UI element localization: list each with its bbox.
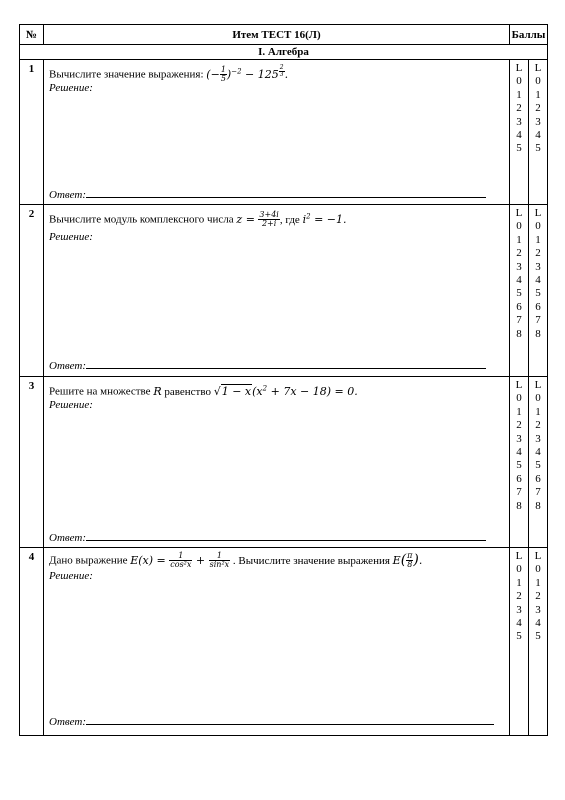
score-level[interactable]: 2: [535, 419, 541, 432]
score-level[interactable]: 6: [516, 472, 522, 485]
solution-label: Решение:: [49, 82, 93, 94]
math-expression: E(x) = $\frac{1}{\text{cos²x}}$ + $\frac{1}{\text{sin²x}}$ . Вычислите значение выражения E( $\frac{\pi}{8}$ ).: [130, 551, 423, 569]
score-level[interactable]: 4: [516, 617, 522, 630]
score-column-left: [510, 205, 529, 377]
score-level[interactable]: 5: [535, 459, 541, 472]
score-level[interactable]: 5: [516, 459, 522, 472]
score-level[interactable]: L: [515, 379, 523, 391]
answer-field[interactable]: Ответ:: [49, 359, 486, 372]
score-level[interactable]: 7: [535, 486, 541, 499]
math-expression: z = $\frac{3+4i}{2+i}$ , где $i^2 = -1$.: [236, 210, 347, 229]
task-row-4: [20, 548, 548, 736]
score-level[interactable]: 1: [516, 88, 522, 101]
score-level[interactable]: 6: [516, 300, 522, 313]
score-level[interactable]: 5: [516, 142, 522, 155]
solution-label: Решение:: [49, 399, 93, 411]
section-title: I. Алгебра: [20, 45, 548, 60]
task-row-3: [20, 377, 548, 548]
score-level[interactable]: 2: [535, 247, 541, 260]
score-level[interactable]: 8: [535, 327, 541, 340]
header-title: Итем ТЕСТ 16(Л): [44, 25, 510, 45]
score-level[interactable]: 8: [535, 499, 541, 512]
score-level[interactable]: 4: [535, 617, 541, 630]
score-level[interactable]: 5: [535, 630, 541, 643]
score-column-right: [529, 377, 548, 548]
score-level[interactable]: 4: [535, 446, 541, 459]
task-cell: [44, 60, 510, 205]
score-level[interactable]: L: [534, 207, 542, 219]
score-level[interactable]: 8: [516, 499, 522, 512]
score-level[interactable]: 5: [516, 630, 522, 643]
score-level[interactable]: 5: [535, 287, 541, 300]
score-column-left: [510, 60, 529, 205]
score-level[interactable]: 3: [535, 115, 541, 128]
score-level[interactable]: 0: [516, 392, 522, 405]
answer-field[interactable]: Ответ:: [49, 531, 486, 544]
score-column-right: [529, 548, 548, 736]
score-level[interactable]: L: [534, 550, 542, 562]
score-level[interactable]: 2: [535, 102, 541, 115]
solution-label: Решение:: [49, 231, 93, 243]
score-level[interactable]: 3: [516, 432, 522, 445]
task-number: 3: [20, 377, 44, 548]
task-question: Вычислите значение выражения: (− $\frac{1}{5}$ )$^{-2}$ − 125 $^{\frac{2}{3}}$ .: [49, 63, 289, 84]
score-level[interactable]: 0: [516, 563, 522, 576]
score-level[interactable]: 0: [535, 563, 541, 576]
score-level[interactable]: 5: [516, 287, 522, 300]
score-level[interactable]: 1: [516, 405, 522, 418]
score-level[interactable]: 2: [516, 419, 522, 432]
score-level[interactable]: 7: [535, 314, 541, 327]
score-level[interactable]: 3: [535, 260, 541, 273]
score-level[interactable]: 3: [516, 603, 522, 616]
score-level[interactable]: 1: [535, 88, 541, 101]
math-expression: R равенство $√1 - x(x^2 + 7x - 18) = 0$.: [153, 384, 358, 398]
score-level[interactable]: 6: [535, 300, 541, 313]
score-level[interactable]: 4: [516, 129, 522, 142]
task-cell: [44, 377, 510, 548]
score-level[interactable]: 0: [516, 75, 522, 88]
score-level[interactable]: 1: [516, 233, 522, 246]
score-level[interactable]: 1: [535, 405, 541, 418]
task-cell: [44, 548, 510, 736]
score-level[interactable]: 3: [535, 432, 541, 445]
score-level[interactable]: 3: [516, 260, 522, 273]
score-level[interactable]: 1: [516, 576, 522, 589]
answer-field[interactable]: Ответ:: [49, 715, 494, 728]
header-score: Баллы: [510, 25, 548, 45]
task-number: 4: [20, 548, 44, 736]
score-level[interactable]: 1: [535, 576, 541, 589]
score-level[interactable]: 4: [535, 129, 541, 142]
section-row: [20, 45, 548, 60]
task-row-2: [20, 205, 548, 377]
score-level[interactable]: L: [515, 207, 523, 219]
score-column-right: [529, 60, 548, 205]
score-column-left: [510, 548, 529, 736]
score-level[interactable]: 4: [516, 446, 522, 459]
score-level[interactable]: 3: [516, 115, 522, 128]
answer-field[interactable]: Ответ:: [49, 188, 486, 201]
score-level[interactable]: 7: [516, 486, 522, 499]
score-level[interactable]: 0: [535, 392, 541, 405]
score-level[interactable]: 0: [535, 220, 541, 233]
task-question: Вычислите модуль комплексного числа z = $\frac{3+4i}{2+i}$ , где $i^2 = -1$.: [49, 210, 347, 229]
task-question: Решите на множестве R равенство $√1 - x(x^2 + 7x - 18) = 0$.: [49, 384, 358, 398]
score-level[interactable]: L: [515, 550, 523, 562]
score-level[interactable]: L: [534, 379, 542, 391]
score-level[interactable]: 5: [535, 142, 541, 155]
score-level[interactable]: 8: [516, 327, 522, 340]
score-level[interactable]: 4: [516, 274, 522, 287]
task-number: 2: [20, 205, 44, 377]
score-level[interactable]: L: [515, 62, 523, 74]
score-level[interactable]: 0: [535, 75, 541, 88]
math-expression: (− $\frac{1}{5}$ )$^{-2}$ − 125 $^{\frac{2}{3}}$ .: [206, 63, 289, 84]
header-row: [20, 25, 548, 45]
test-table: [19, 24, 548, 736]
task-cell: [44, 205, 510, 377]
score-level[interactable]: 0: [516, 220, 522, 233]
score-column-left: [510, 377, 529, 548]
score-level[interactable]: 1: [535, 233, 541, 246]
score-level[interactable]: 7: [516, 314, 522, 327]
solution-label: Решение:: [49, 570, 93, 582]
score-level[interactable]: 2: [535, 590, 541, 603]
score-level[interactable]: 4: [535, 274, 541, 287]
test-sheet: [19, 24, 548, 736]
score-level[interactable]: 6: [535, 472, 541, 485]
task-row-1: [20, 60, 548, 205]
score-level[interactable]: 2: [516, 590, 522, 603]
score-level[interactable]: 3: [535, 603, 541, 616]
score-column-right: [529, 205, 548, 377]
task-number: 1: [20, 60, 44, 205]
task-question: Дано выражение E(x) = $\frac{1}{\text{cos²x}}$ + $\frac{1}{\text{sin²x}}$ . Вычислите значение выражения E( $\frac{\pi}{8}$ ).: [49, 551, 423, 569]
header-number: №: [20, 25, 44, 45]
score-level[interactable]: 2: [516, 247, 522, 260]
score-level[interactable]: L: [534, 62, 542, 74]
score-level[interactable]: 2: [516, 102, 522, 115]
